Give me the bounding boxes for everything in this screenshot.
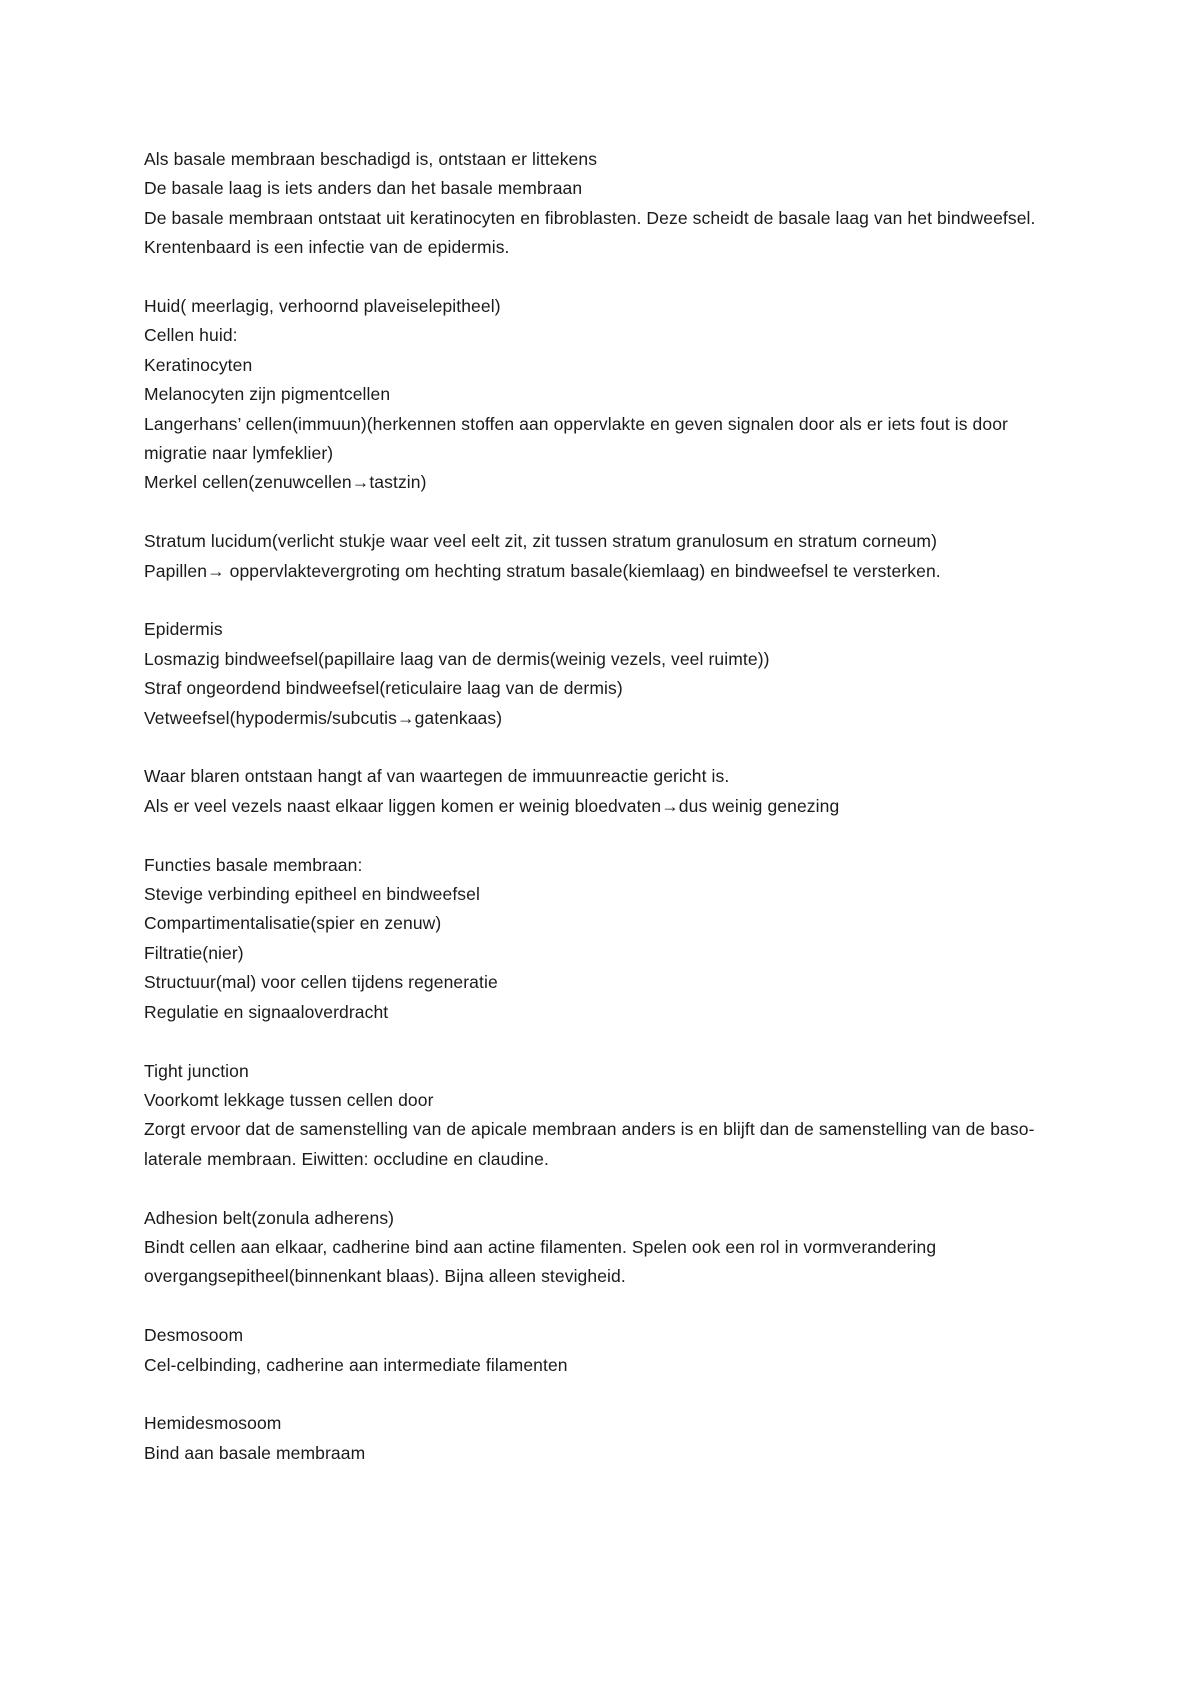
text-line: Structuur(mal) voor cellen tijdens regeneratie [144,972,498,993]
text-line: Cellen huid: [144,325,238,346]
text-line: Bindt cellen aan elkaar, cadherine bind aan actine filamenten. Spelen ook een rol in vormverandering overgangsepitheel(binnenkant blaas). Bijna alleen stevigheid. [144,1236,937,1287]
text-line: Vetweefsel(hypodermis/subcutis→gatenkaas) [144,707,503,728]
text-line: Epidermis [144,619,223,640]
text-line: Waar blaren ontstaan hangt af van waartegen de immuunreactie gericht is. [144,766,730,787]
blank-line [144,733,1064,762]
text-line: Regulatie en signaaloverdracht [144,1001,389,1022]
text-line: Hemidesmosoom [144,1413,282,1434]
text-line: Voorkomt lekkage tussen cellen door [144,1089,434,1110]
text-line: Losmazig bindweefsel(papillaire laag van de dermis(weinig vezels, veel ruimte)) [144,648,770,669]
blank-line [144,263,1064,292]
blank-line [144,498,1064,527]
document-body [144,145,1064,1468]
blank-line [144,1027,1064,1056]
text-line: Compartimentalisatie(spier en zenuw) [144,913,442,934]
text-line: Cel-celbinding, cadherine aan intermediate filamenten [144,1354,568,1375]
text-line: Papillen→ oppervlaktevergroting om hechting stratum basale(kiemlaag) en bindweefsel te versterken. [144,560,941,581]
blank-line [144,1174,1064,1203]
text-line: Functies basale membraan: [144,854,363,875]
text-line: Adhesion belt(zonula adherens) [144,1207,395,1228]
blank-line [144,821,1064,850]
text-line: Zorgt ervoor dat de samenstelling van de apicale membraan anders is en blijft dan de samenstelling van de baso-laterale membraan. Eiwitten: occludine en claudine. [144,1119,1035,1169]
text-line: Filtratie(nier) [144,942,244,963]
text-line: De basale membraan ontstaat uit keratinocyten en fibroblasten. Deze scheidt de basale laag van het bindweefsel. [144,207,1036,228]
text-line: Desmosoom [144,1325,244,1346]
text-line: Stevige verbinding epitheel en bindweefsel [144,884,480,905]
text-line: Melanocyten zijn pigmentcellen [144,384,391,405]
blank-line [144,586,1064,615]
text-line: Straf ongeordend bindweefsel(reticulaire laag van de dermis) [144,678,623,699]
text-line: Als basale membraan beschadigd is, ontstaan er littekens [144,149,598,169]
text-line: Keratinocyten [144,354,253,375]
text-line: Tight junction [144,1060,249,1081]
blank-line [144,1380,1064,1409]
text-line: Langerhans’ cellen(immuun)(herkennen stoffen aan oppervlakte en geven signalen door als er iets fout is door migratie naar lymfeklier) [144,413,1008,464]
text-line: Stratum lucidum(verlicht stukje waar veel eelt zit, zit tussen stratum granulosum en stratum corneum) [144,531,938,552]
text-line: Merkel cellen(zenuwcellen→tastzin) [144,472,427,493]
text-line: Huid( meerlagig, verhoornd plaveiselepitheel) [144,296,501,317]
text-line: Bind aan basale membraam [144,1442,366,1463]
text-line: De basale laag is iets anders dan het basale membraan [144,178,583,199]
text-line: Als er veel vezels naast elkaar liggen komen er weinig bloedvaten→dus weinig genezing [144,795,840,816]
blank-line [144,1292,1064,1321]
text-line: Krentenbaard is een infectie van de epidermis. [144,237,510,258]
